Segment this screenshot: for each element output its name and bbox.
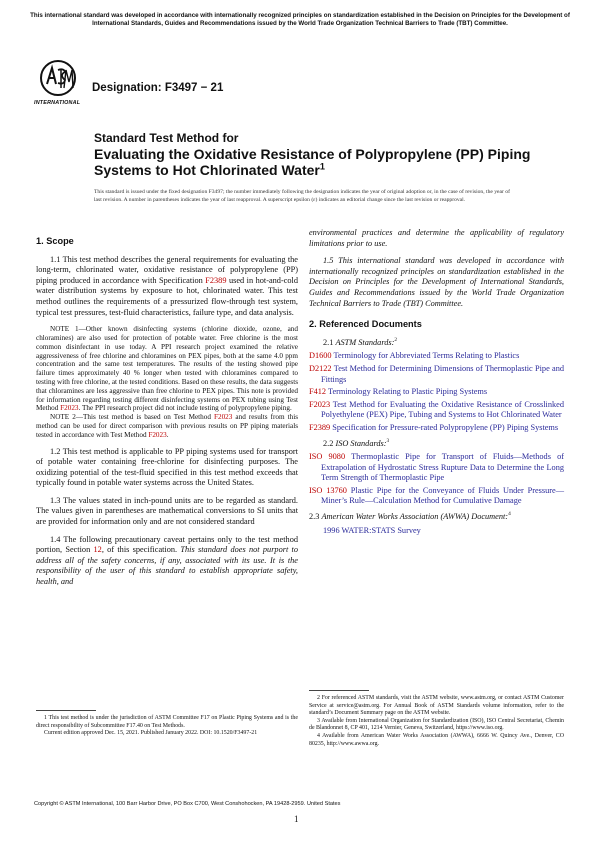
left-column	[36, 236, 298, 595]
issuance-note: This standard is issued under the fixed designation F3497; the number immediately following the designation indicates the year of original adoption or, in the case of revision, the year of last revision. A number in parentheses indicates the year of last reapproval. A superscript epsilon (ε) indicates an editorial change since the last revision or reapproval.	[94, 189, 510, 203]
ref-item[interactable]: D1600 Terminology for Abbreviated Terms Relating to Plastics	[309, 351, 520, 361]
note-2: NOTE 2—This test method is based on Test Method F2023 and results from this method can be used for direct comparison with previous results on PP piping materials tested in accordance with Test Method F2023.	[36, 413, 298, 439]
ref-link-f2023[interactable]: F2023	[60, 404, 79, 413]
footnote-2: 2 For referenced ASTM standards, visit the ASTM website, www.astm.org, or contact ASTM Customer Service at service@astm.org. For Annual Book of ASTM Standards volume information, refer to the standard’s Document Summary page on the ASTM website.	[309, 695, 564, 717]
ref-link-f2023[interactable]: F2023	[148, 430, 167, 439]
ref-link-f2023[interactable]: F2023	[214, 413, 233, 422]
paragraph-1-4-continued: environmental practices and determine the applicability of regulatory limitations prior to use.	[309, 228, 564, 248]
paragraph-1-5: 1.5 This international standard was developed in accordance with internationally recognized principles on standardization established in the Decision on Principles for the Development of International Standards, Guides and Recommendations issued by the World Trade Organization Technical Barriers to Trade (TBT) Committee.	[309, 256, 564, 308]
ref-item[interactable]: ISO 13760 Plastic Pipe for the Conveyance of Fluids Under Pressure—Miner’s Rule—Calculation Method for Cumulative Damage	[309, 485, 564, 506]
paragraph-1-2: 1.2 This test method is applicable to PP piping systems used for transport of potable water containing free-chlorine for disinfecting purposes. The oxidizing potential of the test-fluid specified in this test method exceeds that typically found in potable water systems across the United States.	[36, 446, 298, 488]
right-column	[309, 228, 564, 538]
footnote-3: 3 Available from International Organization for Standardization (ISO), ISO Central Secretariat, Chemin de Blandonnet 8, CP 401, 1214 Vernier, Geneva, Switzerland, https://www.iso.org.	[309, 717, 564, 732]
footnote-1: 1 This test method is under the jurisdiction of ASTM Committee F17 on Plastic Piping Systems and is the direct responsibility of Subcommittee F17.40 on Test Methods.	[36, 715, 298, 729]
footnotes-right	[309, 695, 564, 748]
logo-text: INTERNATIONAL	[34, 100, 81, 106]
notes	[36, 325, 298, 439]
ref-item[interactable]: F412 Terminology Relating to Plastic Piping Systems	[309, 387, 488, 397]
designation: Designation: F3497 − 21	[92, 82, 224, 94]
iso-standards-heading: 2.2 ISO Standards:$^3$	[323, 437, 390, 448]
paragraph-1-4: 1.4 The following precautionary caveat pertains only to the test method portion, Section 12, of this specification. This standard does not purport to address all of the safety concerns, if any, associated with its use. It is the responsibility of the user of this standard to establish appropriate safety, health, and	[36, 534, 298, 587]
footnote-1-edition: Current edition approved Dec. 15, 2021. Published January 2022. DOI: 10.1520/F3497-21	[44, 730, 258, 737]
page-number: 1	[294, 814, 299, 824]
title-line-2: Evaluating the Oxidative Resistance of Polypropylene (PP) Piping Systems to Hot Chlorinated Water$^1$	[94, 146, 531, 178]
ref-item[interactable]: D2122 Test Method for Determining Dimensions of Thermoplastic Pipe and Fittings	[309, 363, 564, 384]
document-title	[94, 130, 534, 178]
paragraph-1-1: 1.1 This test method describes the general requirements for evaluating the long-term, chlorinated water, oxidative resistance of polypropylene (PP) piping produced in accordance with Specification F2389 used in hot-and-cold water distribution systems by exposure to hot, chlorinated water. This test method outlines the requirements of a pressurized flow-through test system, typical test pressures, test-fluid characteristics, failure type, and data analysis.	[36, 254, 298, 317]
footnote-divider	[36, 710, 96, 711]
footnotes-left	[36, 715, 298, 738]
awwa-heading: 2.3 American Water Works Association (AWWA) Document:$^4$	[309, 511, 511, 522]
note-1: NOTE 1—Other known disinfecting systems (chlorine dioxide, ozone, and chloramines) are also used for protection of potable water. Free chlorine is the most common disinfectant in use today. A PPI research project examined the relative aggressiveness of free chlorine and chloramines on PEX pipes, both at the same 4.0 ppm concentration and the same test temperatures. The results of the testing showed pipe failure times approximately 40 % longer when tested with chloramines compared to testing with free chlorine, at the tested conditions. Based on these results, the data suggests that chloramines are less aggressive than free chlorine to PEX pipes. This note is provided for information regarding testing different disinfecting systems on PEX tubing using Test Method F2023. The PPI research project did not include testing of polypropylene piping.	[36, 325, 298, 413]
section-scope-heading: 1. Scope	[36, 236, 74, 246]
ref-item[interactable]: F2389 Specification for Pressure-rated Polypropylene (PP) Piping Systems	[309, 422, 559, 432]
footnote-4: 4 Available from American Water Works Association (AWWA), 6666 W. Quincy Ave., Denver, CO 80235, http://www.awwa.org.	[309, 732, 564, 747]
section-references-heading: 2. Referenced Documents	[309, 319, 422, 330]
copyright-line: Copyright © ASTM International, 100 Barr Harbor Drive, PO Box C700, West Conshohocken, PA 19428-2959. United States	[34, 801, 341, 807]
astm-standards-heading: 2.1 ASTM Standards:$^2$	[323, 336, 398, 347]
astm-international-logo	[34, 58, 81, 108]
ref-link-section-12[interactable]: 12	[93, 545, 102, 555]
paragraph-1-3: 1.3 The values stated in inch-pound units are to be regarded as standard. The values given in parentheses are mathematical conversions to SI units that are provided for information only and are not considered standard	[36, 495, 298, 527]
ref-item[interactable]: F2023 Test Method for Evaluating the Oxidative Resistance of Crosslinked Polyethylene (PEX) Pipe, Tubing and Systems to Hot Chlorinated Water	[309, 399, 564, 420]
footnote-divider	[309, 690, 369, 691]
title-line-1: Standard Test Method for	[94, 131, 239, 145]
ref-link-f2389[interactable]: F2389	[205, 275, 227, 285]
ref-item[interactable]: 1996 WATER:STATS Survey	[323, 525, 421, 535]
ref-item[interactable]: ISO 9080 Thermoplastic Pipe for Transport of Fluids—Methods of Extrapolation of Hydrostatic Stress Rupture Data to Determine the Long Term Strength of Thermoplastic Pipe	[309, 452, 564, 483]
header-notice: This international standard was developed in accordance with internationally recognized principles on standardization established in the Decision on Principles for the Development of International Standards, Guides and Recommendations issued by the World Trade Organization Technical Barriers to Trade (TBT) Committee.	[30, 12, 570, 27]
